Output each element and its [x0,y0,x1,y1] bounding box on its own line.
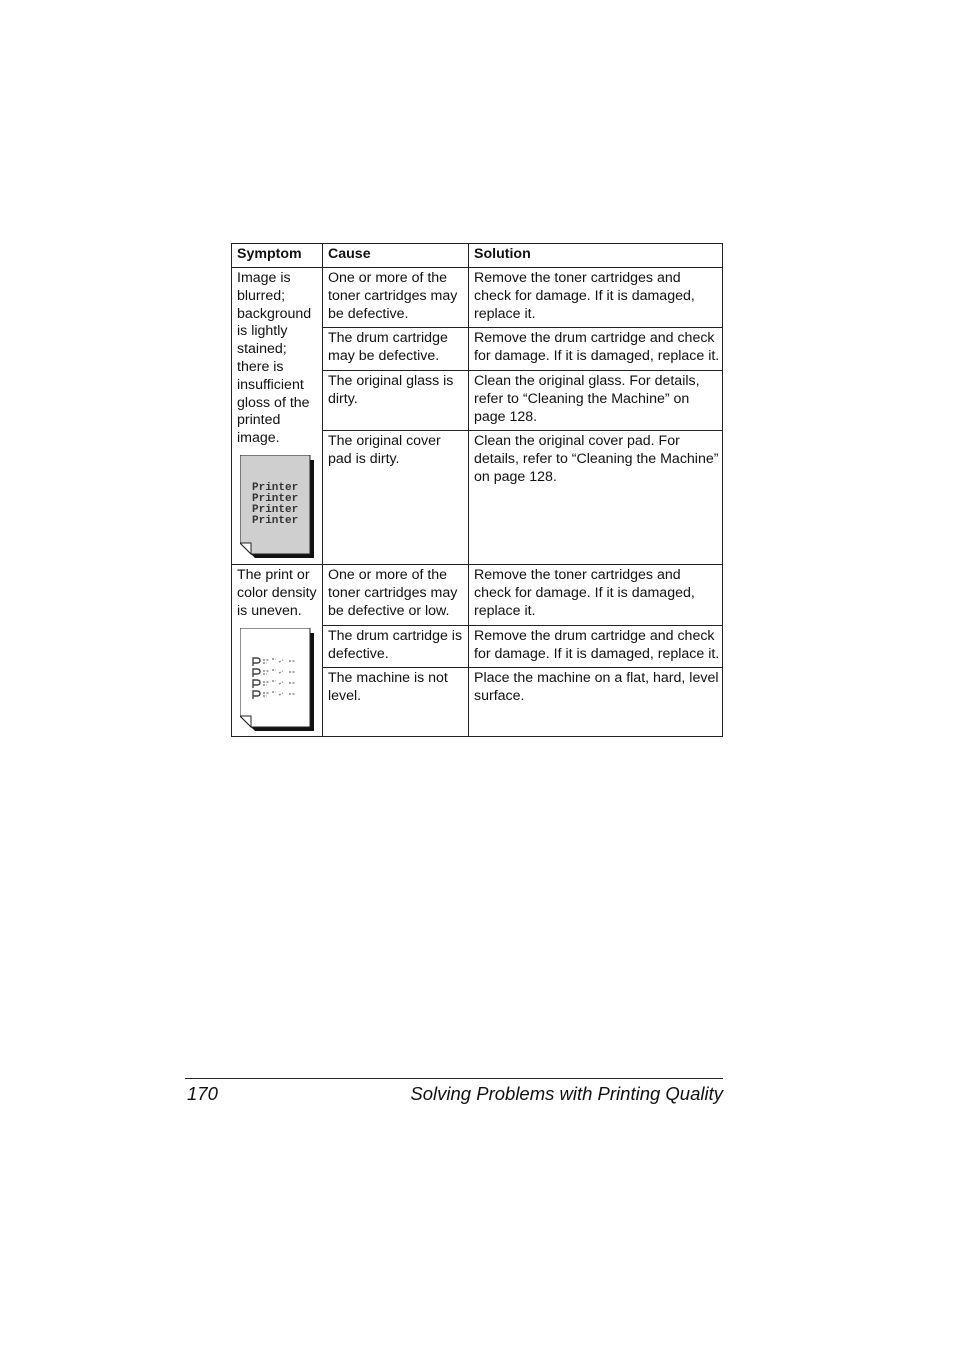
solution-cell: Place the machine on a flat, hard, level surface. [469,668,723,737]
footer-divider [185,1078,723,1079]
cause-cell: The original cover pad is dirty. [323,431,469,565]
sample-text-line: Printer [252,514,299,527]
cause-cell: The drum cartridge may be defective. [323,328,469,371]
blurred-print-sample-icon [240,455,312,556]
cause-cell: The machine is not level. [323,668,469,737]
solution-cell: Remove the toner cartridges and check for damage. If it is damaged, replace it. [469,268,723,328]
solution-cell: Remove the drum cartridge and check for damage. If it is damaged, replace it. [469,328,723,371]
cause-cell: The drum cartridge is defective. [323,625,469,668]
symptom-text: Image is blurred; background is lightly stained; there is insufficient gloss of the printed image. [237,270,312,447]
header-solution: Solution [469,244,723,268]
sample-text-line: Printer [252,503,299,516]
page-number: 170 [187,1083,218,1104]
footer-section-title: Solving Problems with Printing Quality [410,1083,723,1104]
troubleshooting-table [231,243,723,737]
header-symptom: Symptom [232,244,323,268]
table-row [232,268,723,328]
solution-cell: Remove the toner cartridges and check for damage. If it is damaged, replace it. [469,565,723,625]
symptom-cell-blurred [232,268,323,565]
header-cause: Cause [323,244,469,268]
cause-cell: One or more of the toner cartridges may be defective or low. [323,565,469,625]
solution-cell: Clean the original cover pad. For details, refer to “Cleaning the Machine” on page 128. [469,431,723,565]
symptom-text: The print or color density is uneven. [237,567,317,619]
cause-cell: The original glass is dirty. [323,370,469,430]
table-row [232,565,723,625]
solution-cell: Remove the drum cartridge and check for damage. If it is damaged, replace it. [469,625,723,668]
sample-text-line: Printer [252,481,299,494]
solution-cell: Clean the original glass. For details, refer to “Cleaning the Machine” on page 128. [469,370,723,430]
cause-cell: One or more of the toner cartridges may be defective. [323,268,469,328]
symptom-cell-uneven [232,565,323,737]
table-header-row [232,244,723,268]
sample-text-line: Printer [252,492,299,505]
uneven-density-print-sample-icon [240,628,312,729]
